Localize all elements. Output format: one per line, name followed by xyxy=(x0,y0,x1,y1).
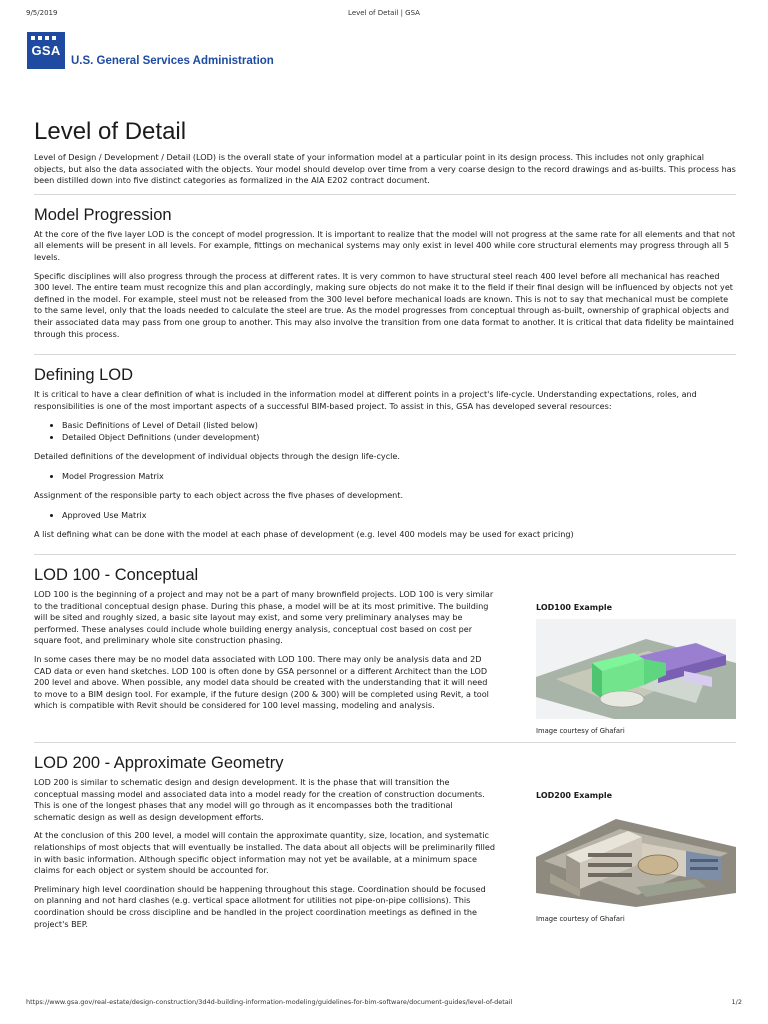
list-item: • Approved Use Matrix xyxy=(62,509,736,521)
gsa-logo-text: GSA xyxy=(31,43,61,58)
print-page-title: Level of Detail | GSA xyxy=(348,9,420,17)
progression-matrix-list xyxy=(34,470,736,482)
lod100-figure-title: LOD100 Example xyxy=(536,603,612,613)
print-header xyxy=(26,9,742,21)
page-number: 1/2 xyxy=(731,998,742,1006)
list-item: • Detailed Object Definitions (under development) xyxy=(62,431,736,443)
model-progression-paragraph-1: At the core of the five layer LOD is the concept of model progression. It is important to realize that the model will not progress at the same rate for all elements and that not all elements will be present in all levels. For example, fittings on mechanical systems may only exist in level 400 while core structural elements may progress through all 5 levels. xyxy=(34,228,736,262)
main-content xyxy=(34,118,736,937)
lod100-image-caption: Image courtesy of Ghafari xyxy=(536,727,625,736)
print-date: 9/5/2019 xyxy=(26,9,58,17)
resources-list xyxy=(34,419,736,443)
list-item: • Model Progression Matrix xyxy=(62,470,736,482)
lod200-paragraph-3: Preliminary high level coordination should be happening throughout this stage. Coordination should be focused on planning and not hard clashes (e.g. vertical space allotment for utilities not pipe-on-pipe collisions). This coordination should be cross discipline and be handled in the project coordination meetings as defined in the project's BEP. xyxy=(34,883,486,929)
section-divider xyxy=(34,354,736,355)
lod200-paragraph-2: At the conclusion of this 200 level, a model will contain the approximate quantity, size, location, and systematic relationships of most objects that will eventually be installed. The data about all objects will be preliminarily filled in with basic information. Although specific object information may not yet be available, at a minimum space claims for each object or system should be accounted for. xyxy=(34,830,496,876)
lod100-paragraph-1: LOD 100 is the beginning of a project and may not be a part of many brownfield projects. LOD 100 is very similar to the traditional conceptual design phase. During this phase, a model will be at its most primitive. The building will be sited and roughly sized, a basic site layout may exist, and some very preliminary analyses may be performed. These analyses could include whole building energy analysis, conceptual cost based on cost per square foot, and preliminary whole site construction phasing. xyxy=(34,589,494,646)
lod100-figure xyxy=(536,589,736,735)
defining-lod-section xyxy=(34,365,736,547)
lod200-image-caption: Image courtesy of Ghafari xyxy=(536,915,625,924)
gsa-logo-badge xyxy=(27,32,65,69)
lod200-paragraph-1: LOD 200 is similar to schematic design and design development. It is the phase that will transition the conceptual massing model and associated data into a model ready for the creation of construction documents. This is one of the longest phases that any model will go through as it encompasses both the traditional schematic design as well as design development efforts. xyxy=(34,777,485,822)
defining-lod-heading: Defining LOD xyxy=(34,366,134,385)
use-matrix-list xyxy=(34,509,736,521)
defining-lod-paragraph-3: Assignment of the responsible party to each object across the five phases of development. xyxy=(34,489,404,500)
lod100-paragraph-2: In some cases there may be no model data associated with LOD 100. There may only be analysis data and 2D CAD data or even hand sketches. LOD 100 is often done by GSA personnel or a different Architect than the LOD 200 level and above. When possible, any model data should be created with the understanding that it will need to move to a BIM design tool. For example, if the future design (200 & 300) will be completed using Revit, a tool which is compatible with Revit should be considered for 100 level massing, modeling and analysis. xyxy=(34,654,489,711)
lod100-heading: LOD 100 - Conceptual xyxy=(34,566,199,585)
lod200-section xyxy=(34,753,736,937)
section-divider xyxy=(34,554,736,555)
lod100-example-image xyxy=(536,619,736,719)
page-title: Level of Detail xyxy=(34,118,187,145)
list-item: • Basic Definitions of Level of Detail (listed below) xyxy=(62,419,736,431)
defining-lod-paragraph-4: A list defining what can be done with the model at each phase of development (e.g. level 400 models may be used for exact pricing) xyxy=(34,528,574,539)
section-divider xyxy=(34,742,736,743)
lod200-heading: LOD 200 - Approximate Geometry xyxy=(34,754,284,773)
section-divider xyxy=(34,194,736,195)
lod200-figure xyxy=(536,777,736,937)
model-progression-heading: Model Progression xyxy=(34,205,172,224)
intro-paragraph: Level of Design / Development / Detail (LOD) is the overall state of your information model at a particular point in its design process. This includes not only graphical objects, but also the data associated with the objects. Your model should develop over time from a very coarse design to the record drawings and as-builts. This process has been distilled down into five distinct categories as formalized in the AIA E202 contract document. xyxy=(34,152,736,186)
model-progression-section xyxy=(34,205,736,347)
print-url: https://www.gsa.gov/real-estate/design-construction/3d4d-building-information-modeling/guidelines-for-bim-software/document-guides/level-of-detail xyxy=(26,998,513,1006)
print-footer xyxy=(26,998,742,1010)
lod200-figure-title: LOD200 Example xyxy=(536,791,612,801)
lod200-example-image xyxy=(536,807,736,907)
lod100-section xyxy=(34,565,736,735)
defining-lod-paragraph-1: It is critical to have a clear definition of what is included in the information model at different points in a project's life-cycle. Understanding expectations, roles, and responsibilities is one of the most important aspects of a successful BIM-based project. To assist in this, GSA has developed several resources: xyxy=(34,389,697,411)
agency-name: U.S. General Services Administration xyxy=(71,55,274,67)
defining-lod-paragraph-2: Detailed definitions of the development of individual objects through the design life-cycle. xyxy=(34,451,400,462)
model-progression-paragraph-2: Specific disciplines will also progress through the process at different rates. It is very common to have structural steel reach 400 level before all mechanical has reached 300 level. The entire team must recognize this and plan accordingly, making sure objects do not make it to the field if their final design will be influenced by objects not yet defined in the model. For example, steel must not be released from the 300 level before mechanical loads are known. This is not to say that mechanical must be complete to the same level, only that the loads needed to calculate the steel are true. As the model progresses from conceptual through as-built, ownership of graphical objects and their associated data may pass from one group to another. This may also involve the transition from one data format to another. It is critical that data fidelity be maintained through this process. xyxy=(34,270,734,339)
